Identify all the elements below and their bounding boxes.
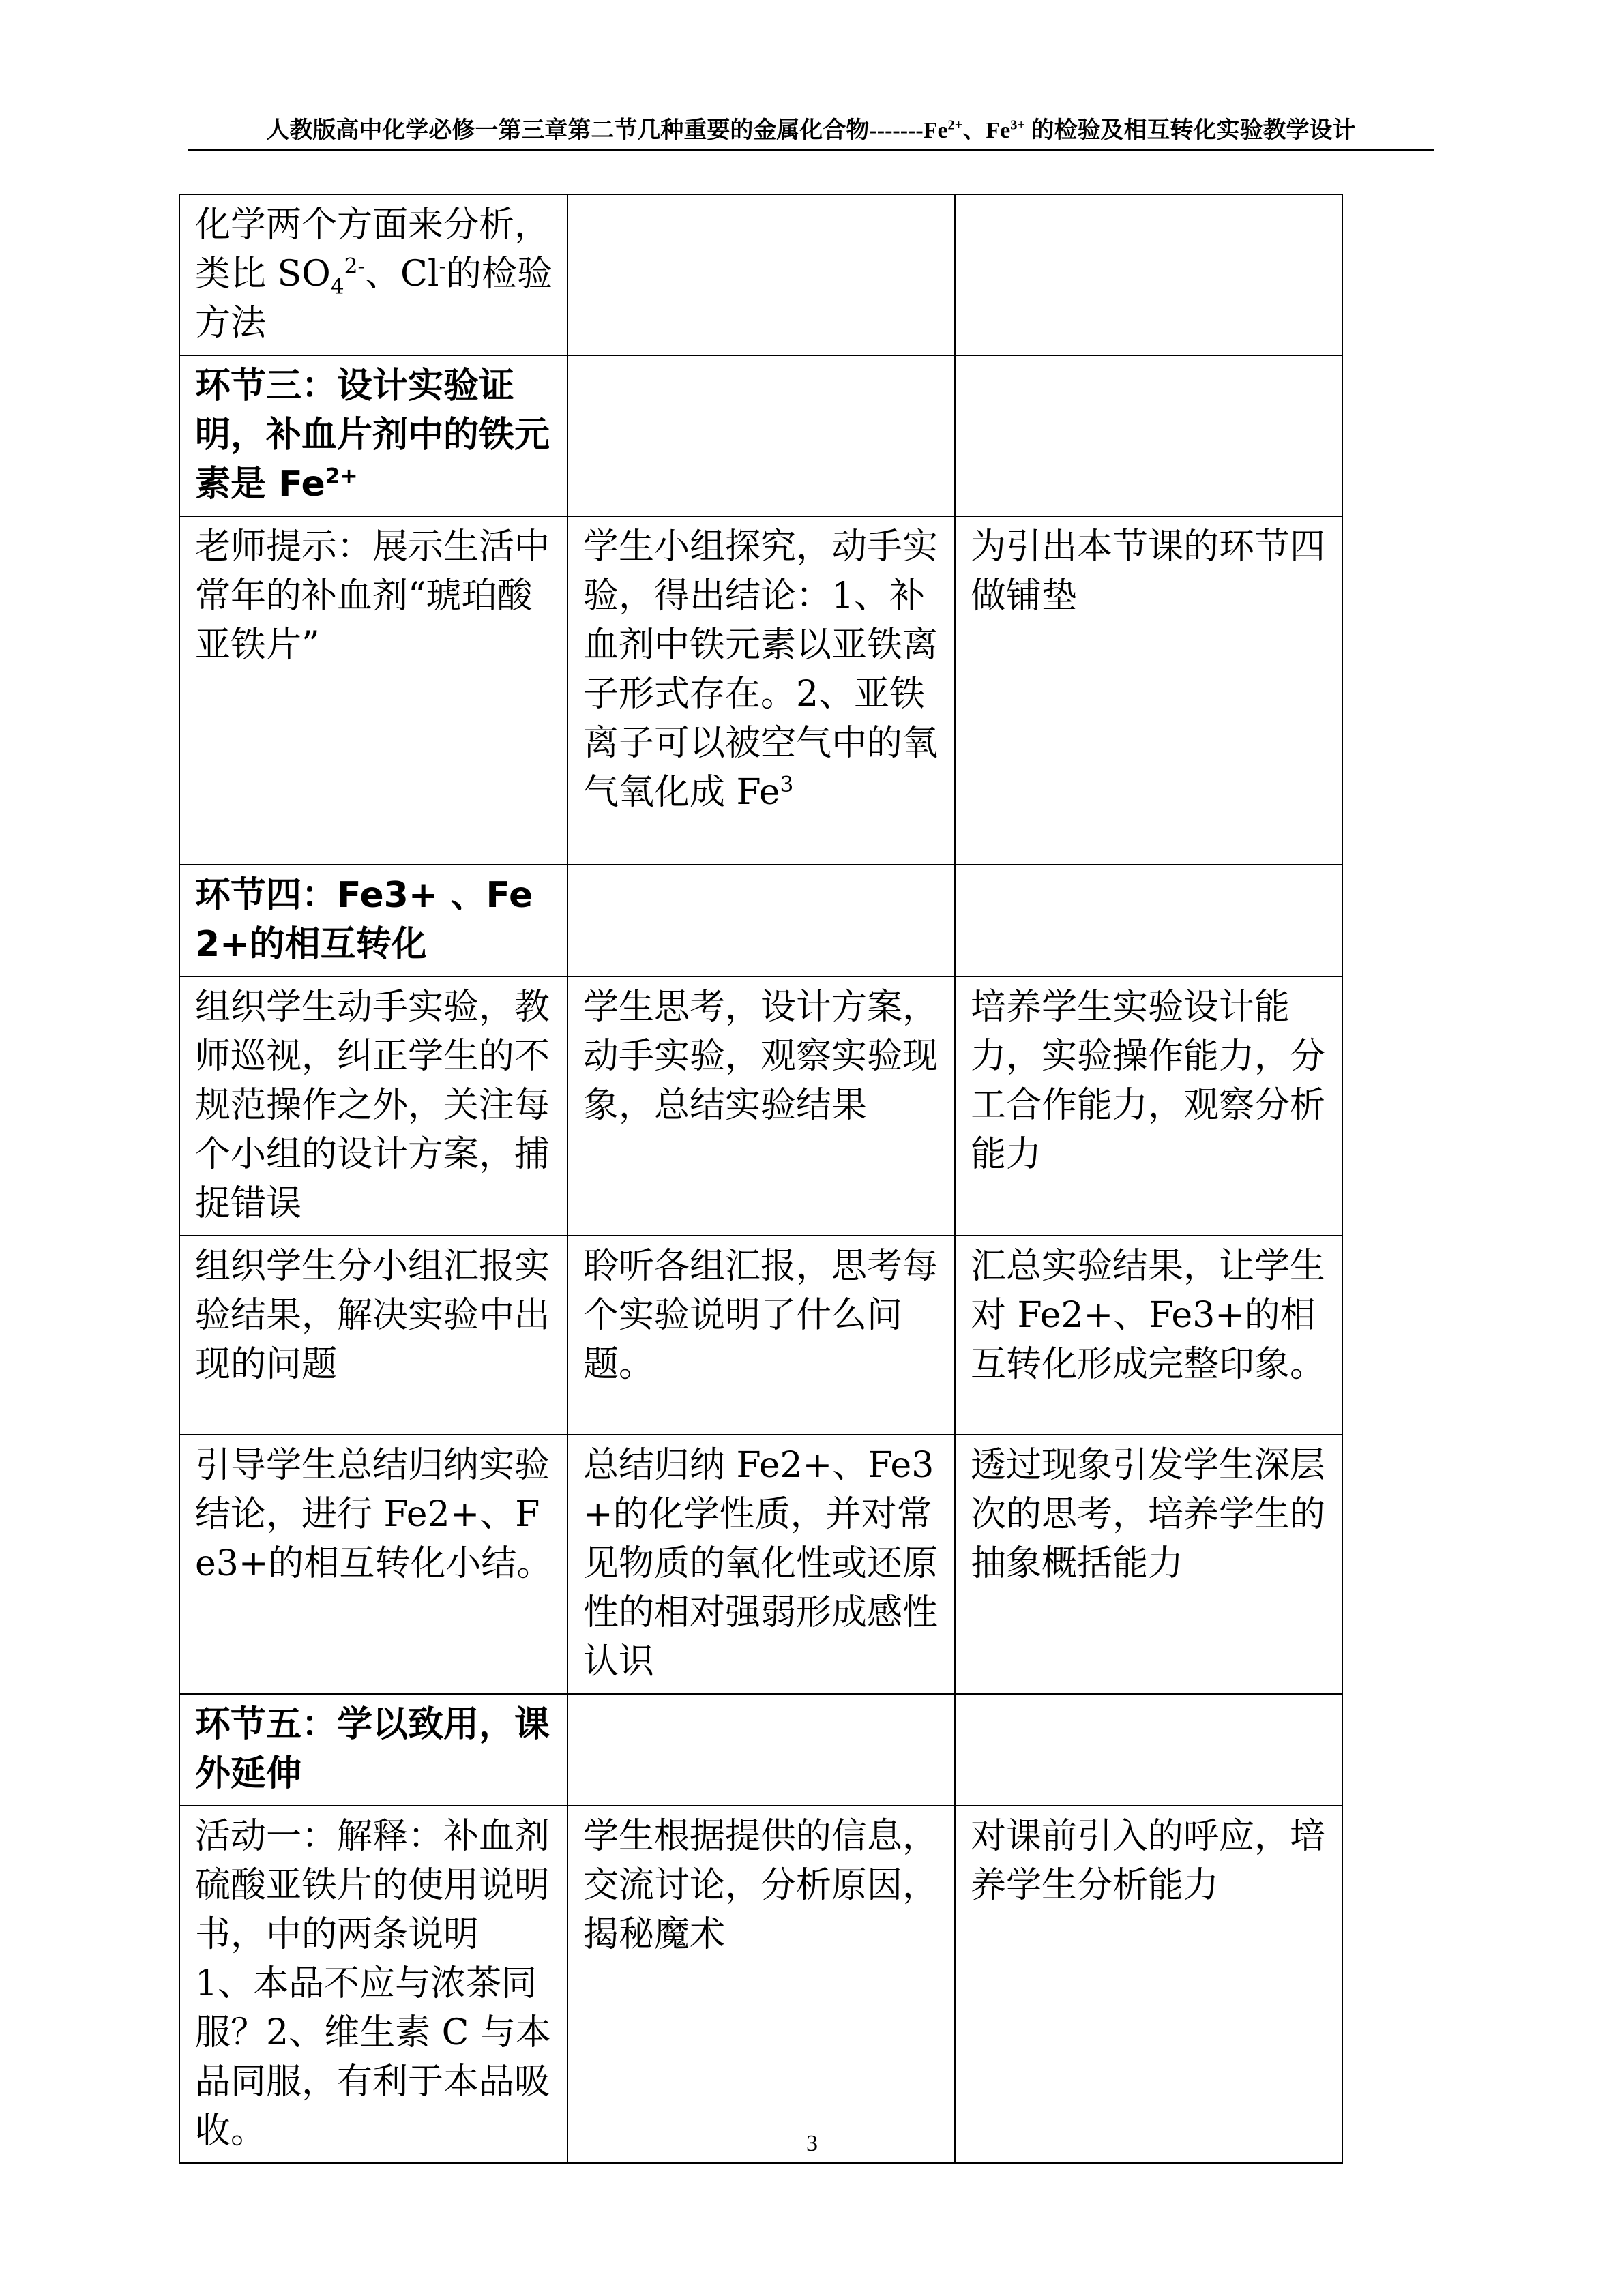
student-activity-cell (567, 194, 955, 355)
student-activity-cell: 学生思考，设计方案，动手实验，观察实验现象，总结实验结果 (567, 976, 955, 1236)
student-activity-cell (567, 355, 955, 516)
lesson-plan-table (179, 194, 1343, 2164)
student-activity-cell: 学生根据提供的信息，交流讨论，分析原因，揭秘魔术 (567, 1806, 955, 2163)
table-row (179, 1806, 1342, 2163)
design-intent-cell (955, 1694, 1342, 1806)
design-intent-cell (955, 194, 1342, 355)
teacher-activity-cell: 引导学生总结归纳实验结论，进行 Fe2+、Fe3+的相互转化小结。 (179, 1435, 567, 1694)
student-activity-cell: 总结归纳 Fe2+、Fe3+的化学性质，并对常见物质的氧化性或还原性的相对强弱形成感性认识 (567, 1435, 955, 1694)
design-intent-cell: 为引出本节课的环节四做铺垫 (955, 516, 1342, 865)
table-row (179, 355, 1342, 516)
design-intent-cell (955, 865, 1342, 976)
design-intent-cell: 汇总实验结果，让学生对 Fe2+、Fe3+的相互转化形成完整印象。 (955, 1236, 1342, 1435)
section-heading-cell: 环节四：Fe3+ 、Fe2+的相互转化 (179, 865, 567, 976)
page-header: 人教版高中化学必修一第三章第二节几种重要的金属化合物$-------Fe^{2+}$、$Fe^{3+}$ 的检验及相互转化实验教学设计 (266, 117, 1356, 143)
student-activity-cell: 学生小组探究，动手实验，得出结论：1、补血剂中铁元素以亚铁离子形式存在。2、亚铁离子可以被空气中的氧气氧化成 Fe$^3$ (567, 516, 955, 865)
table-row (179, 865, 1342, 976)
teacher-activity-cell: 组织学生分小组汇报实验结果，解决实验中出现的问题 (179, 1236, 567, 1435)
table-row (179, 516, 1342, 865)
student-activity-cell (567, 865, 955, 976)
teacher-activity-cell: 活动一：解释：补血剂硫酸亚铁片的使用说明书，中的两条说明 1、本品不应与浓茶同服？2、维生素 C 与本品同服，有利于本品吸收。 (179, 1806, 567, 2163)
design-intent-cell: 培养学生实验设计能力，实验操作能力，分工合作能力，观察分析能力 (955, 976, 1342, 1236)
section-heading-cell: 环节三：设计实验证明，补血片剂中的铁元素是 $Fe^{2+}$ (179, 355, 567, 516)
design-intent-cell (955, 355, 1342, 516)
design-intent-cell: 透过现象引发学生深层次的思考，培养学生的抽象概括能力 (955, 1435, 1342, 1694)
teacher-activity-cell: 化学两个方面来分析，类比 $SO_4^{2-}$、Cl-的检验方法 (179, 194, 567, 355)
table-row (179, 1236, 1342, 1435)
teacher-activity-cell: 组织学生动手实验，教师巡视，纠正学生的不规范操作之外，关注每个小组的设计方案，捕捉错误 (179, 976, 567, 1236)
table-row (179, 194, 1342, 355)
teacher-activity-cell: 老师提示：展示生活中常年的补血剂“琥珀酸亚铁片” (179, 516, 567, 865)
table-row (179, 1435, 1342, 1694)
section-heading-cell: 环节五：学以致用，课外延伸 (179, 1694, 567, 1806)
table-row (179, 976, 1342, 1236)
page-number: 3 (806, 2131, 818, 2156)
student-activity-cell: 聆听各组汇报，思考每个实验说明了什么问题。 (567, 1236, 955, 1435)
student-activity-cell (567, 1694, 955, 1806)
design-intent-cell: 对课前引入的呼应，培养学生分析能力 (955, 1806, 1342, 2163)
table-row (179, 1694, 1342, 1806)
header-rule (188, 149, 1434, 151)
